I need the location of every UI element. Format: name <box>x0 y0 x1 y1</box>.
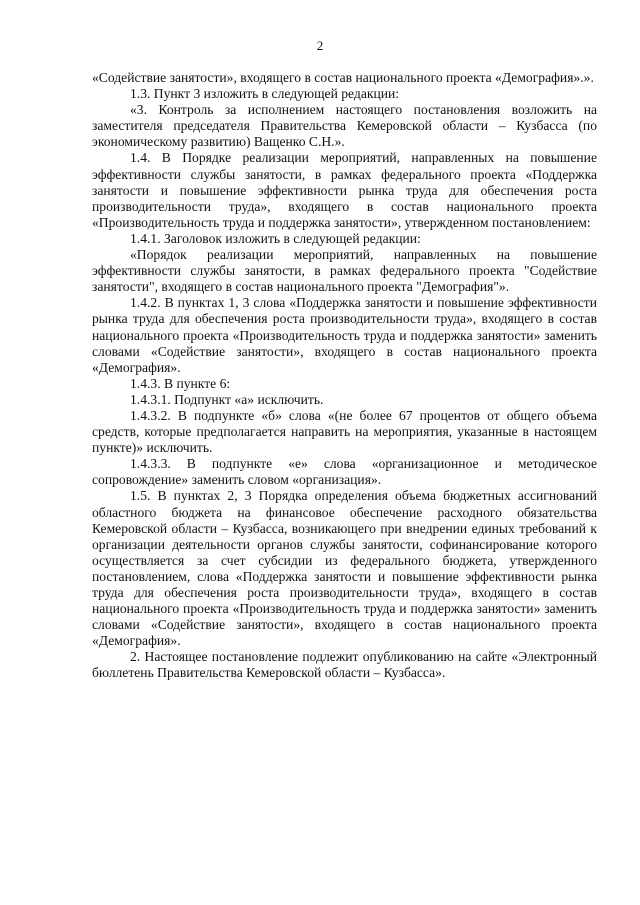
document-body <box>92 70 597 682</box>
paragraph-2: 2. Настоящее постановление подлежит опубликованию на сайте «Электронный бюллетень Правительства Кемеровской области – Кузбасса». <box>92 649 597 681</box>
paragraph-1-4-3-2: 1.4.3.2. В подпункте «б» слова «(не более 67 процентов от общего объема средств, которые предполагается направить на мероприятия, указанные в настоящем пункте)» исключить. <box>92 407 597 456</box>
paragraph-1-4-1-text: «Порядок реализации мероприятий, направленных на повышение эффективности службы занятости, в рамках федерального проекта "Содействие занятости", входящего в состав национального проекта "Демография"». <box>92 247 597 295</box>
paragraph-1-4-3-3: 1.4.3.3. В подпункте «е» слова «организационное и методическое сопровождение» заменить словом «организация». <box>92 456 597 488</box>
paragraph-1-4-3-1: 1.4.3.1. Подпункт «а» исключить. <box>130 391 324 407</box>
paragraph-continuation: «Содействие занятости», входящего в состав национального проекта «Демография».». <box>92 70 594 85</box>
paragraph-1-5: 1.5. В пунктах 2, 3 Порядка определения объема бюджетных ассигнований областного бюджета на финансовое обеспечение расходного обязательства Кемеровской области – Кузбасса, возникающего при внедрении единых требований к организации деятельности органов службы занятости, софинансирование которого осуществляется за счет субсидии из федерального бюджета, утвержденного постановлением, слова «Поддержка занятости и повышение эффективности рынка труда для обеспечения роста производительности труда», входящего в состав национального проекта «Производительность труда и поддержка занятости» заменить словами «Содействие занятости», входящего в состав национального проекта «Демография». <box>92 488 597 649</box>
page-number: 2 <box>316 38 324 53</box>
paragraph-1-3-text: «3. Контроль за исполнением настоящего постановления возложить на заместителя председателя Правительства Кемеровской области – Кузбасса (по экономическому развитию) Ващенко С.Н.». <box>92 102 597 150</box>
paragraph-1-4-2: 1.4.2. В пунктах 1, 3 слова «Поддержка занятости и повышение эффективности рынка труда для обеспечения роста производительности труда», входящего в состав национального проекта «Производительность труда и поддержка занятости» заменить словами «Содействие занятости», входящего в состав национального проекта «Демография». <box>92 295 597 375</box>
paragraph-1-4: 1.4. В Порядке реализации мероприятий, направленных на повышение эффективности службы занятости, в рамках федерального проекта «Поддержка занятости и повышение эффективности рынка труда для обеспечения роста производительности труда», входящего в состав национального проекта «Производительность труда и поддержка занятости», утвержденном постановлением: <box>92 150 597 230</box>
paragraph-1-3: 1.3. Пункт 3 изложить в следующей редакции: <box>130 86 400 102</box>
paragraph-1-4-1: 1.4.1. Заголовок изложить в следующей редакции: <box>130 230 421 246</box>
paragraph-1-4-3: 1.4.3. В пункте 6: <box>130 375 231 391</box>
